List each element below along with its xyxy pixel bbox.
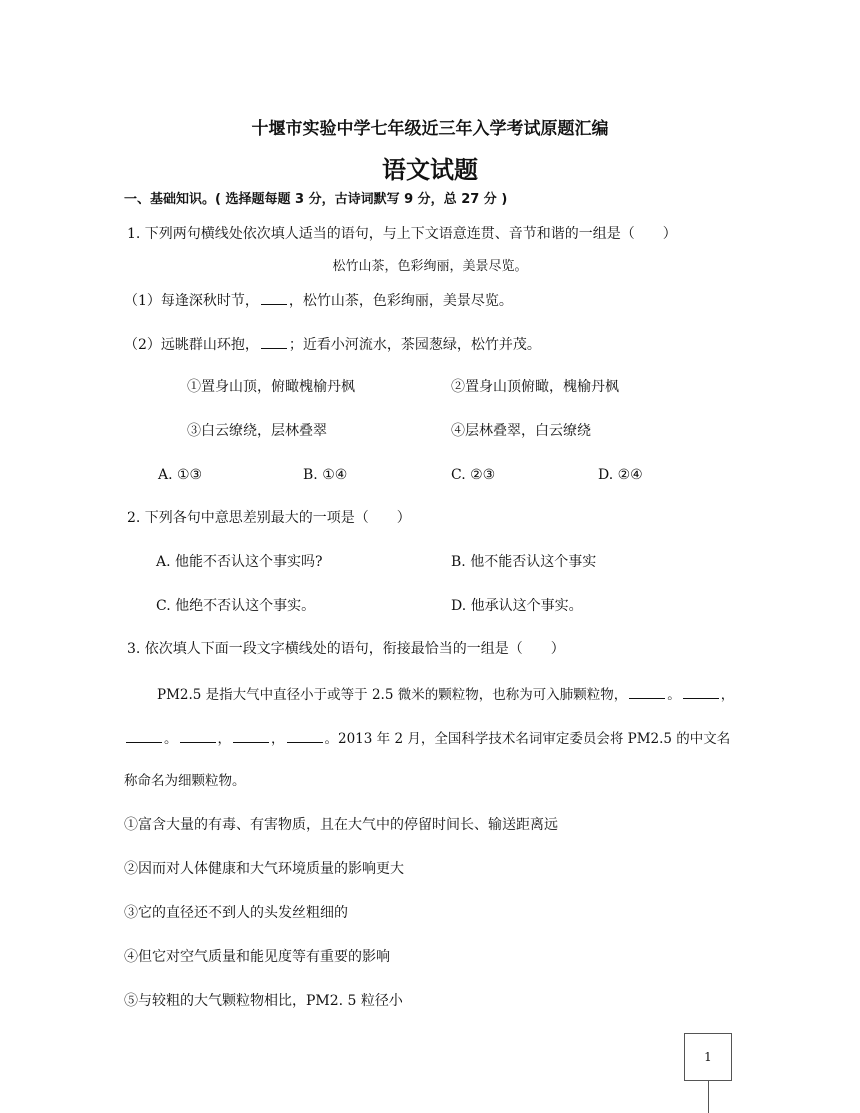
- passage-punct: 。: [164, 731, 178, 747]
- exam-subtitle: 语文试题: [382, 155, 478, 184]
- page-number-line: [708, 1081, 709, 1113]
- question-1-option-2: ②置身山顶俯瞰，槐榆丹枫: [451, 379, 619, 395]
- answer-blank: [233, 728, 269, 743]
- passage-punct: 。: [667, 687, 681, 703]
- answer-blank: [261, 290, 287, 305]
- answer-blank: [683, 684, 719, 699]
- answer-blank: [629, 684, 665, 699]
- passage-punct: ，: [217, 731, 231, 747]
- question-1-choice-d: D. ②④: [598, 467, 643, 483]
- question-1-centerline: 松竹山茶，色彩绚丽，美景尽览。: [332, 259, 528, 274]
- question-3-item-5: ⑤与较粗的大气颗粒物相比，PM2. 5 粒径小: [124, 993, 403, 1009]
- sentence-2-end: ；近看小河流水，茶园葱绿，松竹并茂。: [288, 337, 541, 353]
- passage-punct: ，: [720, 687, 735, 703]
- section-heading: 一、基础知识。( 选择题每题 3 分，古诗词默写 9 分，总 27 分 ): [124, 192, 508, 207]
- question-3-item-1: ①富含大量的有毒、有害物质，且在大气中的停留时间长、输送距离远: [124, 817, 558, 833]
- question-2-choice-c: C. 他绝不否认这个事实。: [156, 598, 316, 614]
- passage-text: 。2013 年 2 月，全国科学技术名词审定委员会将 PM2.5 的中文名: [324, 731, 731, 747]
- question-3-passage-line-1: [157, 684, 734, 704]
- question-1-option-1: ①置身山顶，俯瞰槐榆丹枫: [187, 379, 355, 395]
- question-3-item-3: ③它的直径还不到人的头发丝粗细的: [124, 905, 348, 921]
- question-1-choice-c: C. ②③: [451, 467, 496, 483]
- question-2-stem: 2. 下列各句中意思差别最大的一项是（ ）: [127, 510, 411, 526]
- question-1-stem: 1. 下列两句横线处依次填人适当的语句，与上下文语意连贯、音节和谐的一组是（ ）: [127, 226, 677, 242]
- question-2-choice-a: A. 他能不否认这个事实吗?: [156, 554, 323, 570]
- passage-punct: ，: [271, 731, 285, 747]
- answer-blank: [126, 728, 162, 743]
- passage-text: PM2.5 是指大气中直径小于或等于 2.5 微米的颗粒物，也称为可入肺颗粒物，: [157, 687, 628, 703]
- question-1-option-4: ④层林叠翠，白云缭绕: [451, 423, 591, 439]
- question-1-option-3: ③白云缭绕，层林叠翠: [187, 423, 327, 439]
- question-3-passage-line-2: [124, 728, 730, 748]
- question-1-sentence-2: [124, 334, 541, 354]
- question-2-choice-d: D. 他承认这个事实。: [451, 598, 583, 614]
- answer-blank: [180, 728, 216, 743]
- question-2-choice-b: B. 他不能否认这个事实: [451, 554, 597, 570]
- sentence-2-start: （2）远眺群山环抱，: [124, 337, 259, 353]
- question-3-passage-line-3: 称命名为细颗粒物。: [124, 773, 246, 789]
- sentence-1-start: （1）每逢深秋时节，: [124, 293, 259, 309]
- page-number: 1: [704, 1050, 712, 1064]
- answer-blank: [261, 334, 287, 349]
- answer-blank: [287, 728, 323, 743]
- page-number-box: [684, 1033, 732, 1081]
- exam-title: 十堰市实验中学七年级近三年入学考试原题汇编: [251, 119, 609, 139]
- question-3-item-2: ②因而对人体健康和大气环境质量的影响更大: [124, 861, 404, 877]
- question-1-choice-b: B. ①④: [303, 467, 348, 483]
- question-3-item-4: ④但它对空气质量和能见度等有重要的影响: [124, 949, 390, 965]
- question-1-choice-a: A. ①③: [158, 467, 203, 483]
- question-3-stem: 3. 依次填人下面一段文字横线处的语句，衔接最恰当的一组是（ ）: [127, 641, 565, 657]
- sentence-1-end: ，松竹山茶，色彩绚丽，美景尽览。: [288, 293, 513, 309]
- question-1-sentence-1: [124, 290, 513, 310]
